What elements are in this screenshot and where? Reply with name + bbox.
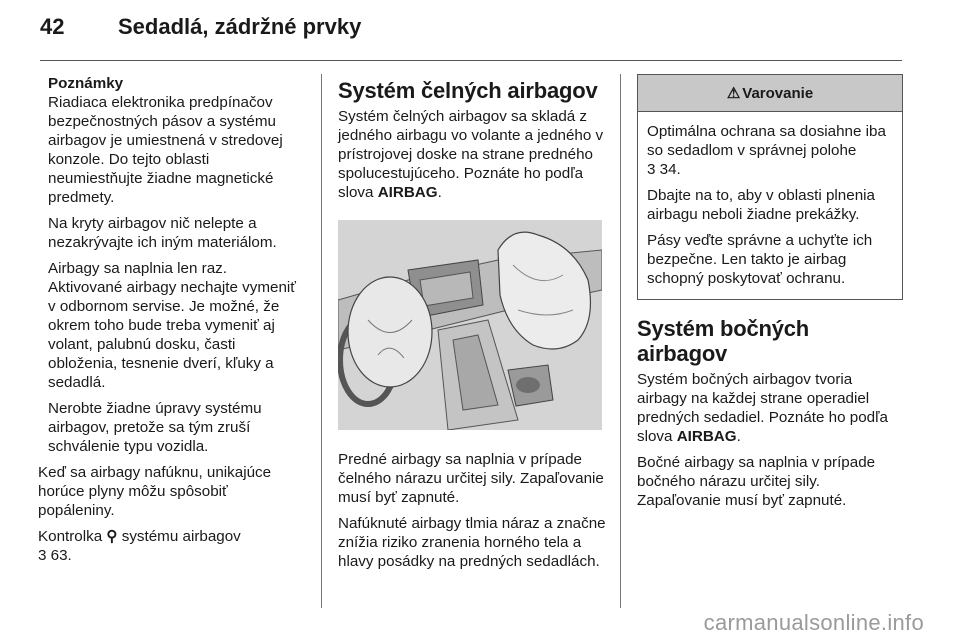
note-title: Poznámky bbox=[48, 75, 124, 92]
section-heading: Systém čelných airbagov bbox=[338, 78, 598, 103]
text: Systém bočných airbagov tvoria airbagy na každej strane operadiel predných sedadiel. Poznáte ho podľa slova bbox=[637, 371, 888, 445]
warning-triangle-icon: ⚠ bbox=[726, 84, 741, 102]
note-paragraph: Na kryty airbagov nič nelepte a nezakrývajte ich iným materiálom. bbox=[48, 215, 277, 251]
body-paragraph bbox=[637, 370, 903, 446]
body-paragraph: Predné airbagy sa naplnia v prípade čelného nárazu určitej sily. Zapaľovanie musí byť zapnuté. bbox=[338, 451, 604, 506]
warning-paragraph: Pásy veďte správne a uchyťte ich bezpečne. Len takto je airbag schopný poskytovať ochranu. bbox=[647, 232, 873, 287]
note-paragraph: Nerobte žiadne úpravy systému airbagov, pretože sa tým zruší schválenie typu vozidla. bbox=[48, 400, 262, 455]
column-divider bbox=[321, 74, 322, 608]
body-paragraph bbox=[338, 107, 606, 202]
warning-box bbox=[637, 74, 903, 300]
page-number: 42 bbox=[40, 14, 65, 39]
column-divider bbox=[620, 74, 621, 608]
airbag-warning-light-icon: ⚲ bbox=[106, 528, 118, 545]
column-right bbox=[637, 74, 903, 517]
warning-body bbox=[638, 112, 902, 299]
note-paragraph: Riadiaca elektronika predpínačov bezpečnostných pásov a systému airbagov je umiestnená v stredovej konzole. Do tejto oblasti neumiestňujte žiadne magnetické predmety. bbox=[48, 94, 283, 206]
body-paragraph: Nafúknuté airbagy tlmia náraz a značne znížia riziko zranenia horného tela a hlavy posádky na predných sedadlách. bbox=[338, 515, 606, 570]
header-divider bbox=[40, 60, 902, 61]
warning-paragraph bbox=[647, 122, 894, 179]
airbag-illustration bbox=[338, 220, 602, 430]
body-paragraph bbox=[38, 527, 304, 565]
watermark: carmanualsonline.info bbox=[703, 610, 924, 635]
body-paragraph: Keď sa airbagy nafúknu, unikajúce horúce plyny môžu spôsobiť popáleniny. bbox=[38, 464, 272, 519]
warning-header bbox=[638, 75, 902, 112]
page-header bbox=[40, 14, 920, 50]
note-paragraph: Airbagy sa naplnia len raz. Aktivované airbagy nechajte vymeniť v odbornom servise. Je možné, že okrem toho bude treba vymeniť aj volant, palubnú dosku, časti obloženia, tesnenie dverí, kľuky a sedadlá. bbox=[48, 260, 296, 391]
column-left bbox=[38, 74, 304, 572]
airbag-label: AIRBAG bbox=[676, 428, 737, 445]
text: . bbox=[437, 184, 442, 201]
section-heading: Systém bočných airbagov bbox=[637, 316, 810, 366]
note-block bbox=[38, 74, 304, 456]
text: Kontrolka bbox=[38, 528, 107, 545]
column-middle bbox=[338, 74, 606, 578]
chapter-title: Sedadlá, zádržné prvky bbox=[118, 14, 362, 39]
warning-title: Varovanie bbox=[742, 84, 814, 102]
text: . bbox=[736, 428, 741, 445]
text: systému airbagov bbox=[117, 528, 241, 545]
page-reference-link[interactable]: 3 34. bbox=[647, 161, 681, 178]
body-paragraph: Bočné airbagy sa naplnia v prípade bočného nárazu určitej sily. Zapaľovanie musí byť zapnuté. bbox=[637, 454, 876, 509]
page-reference-link[interactable]: 3 63. bbox=[38, 547, 72, 564]
text: Systém čelných airbagov sa skladá z jedného airbagu vo volante a jedného v prístrojovej doske na strane predného spolucestujúceho. Poznáte ho podľa slova bbox=[338, 108, 604, 201]
text: Optimálna ochrana sa dosiahne iba so sedadlom v správnej polohe bbox=[647, 123, 886, 159]
warning-paragraph: Dbajte na to, aby v oblasti plnenia airbagu neboli žiadne prekážky. bbox=[647, 187, 875, 223]
airbag-label: AIRBAG bbox=[377, 184, 438, 201]
